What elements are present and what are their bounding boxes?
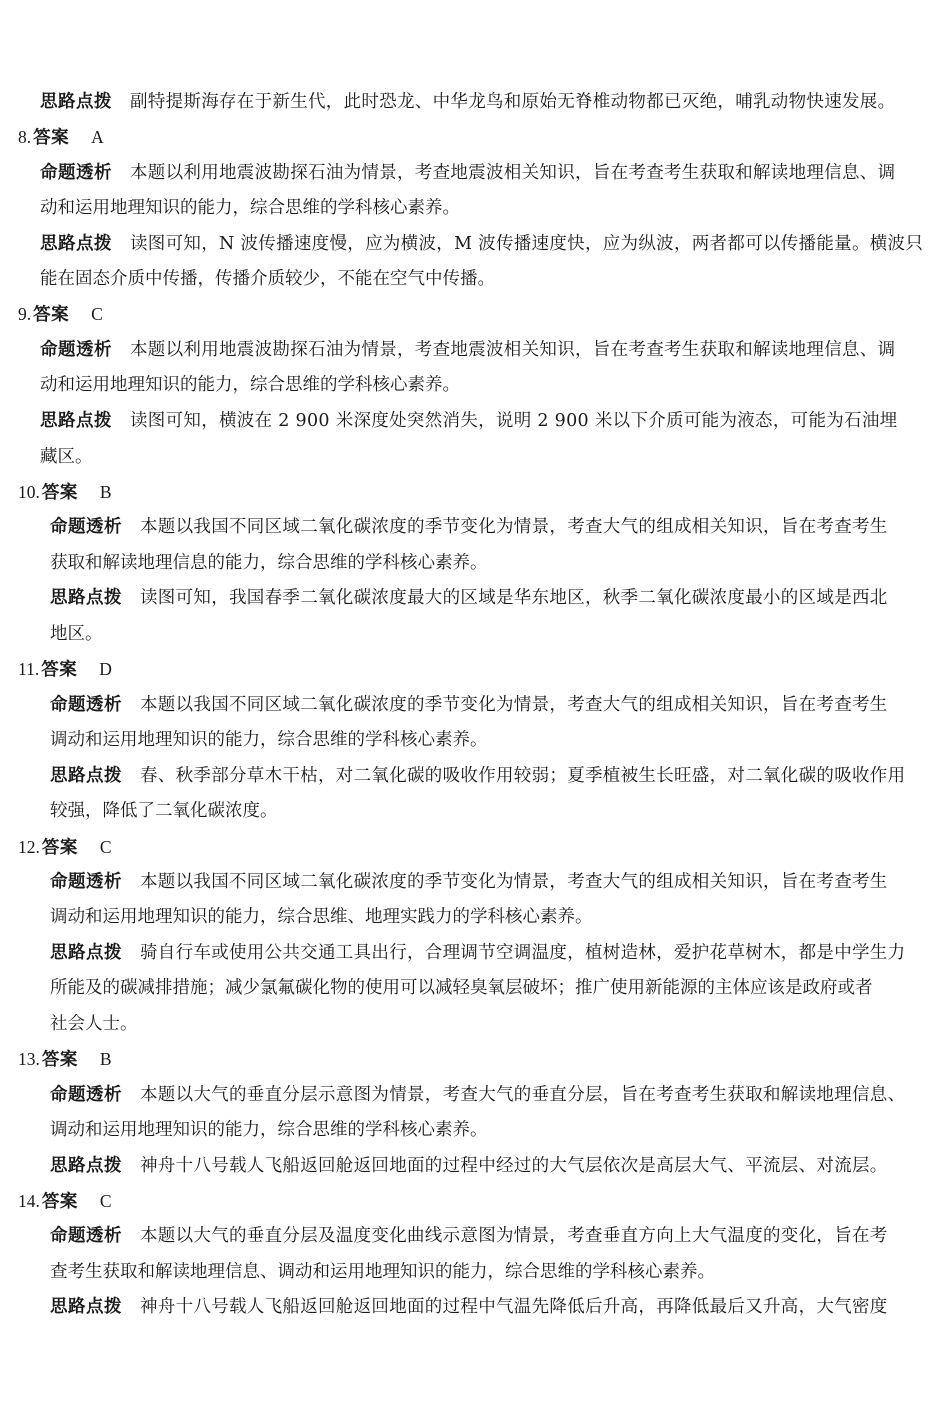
q11-answer-value: D (99, 659, 112, 679)
q11-answer (18, 651, 112, 688)
q12-hint (50, 935, 930, 971)
q9-prop-line1: 本题以利用地震波勘探石油为情景，考查地震波相关知识，旨在考查考生获取和解读地理信息、调 (130, 340, 896, 360)
proposition-label: 命题透析 (40, 163, 112, 183)
q13-number: 13. (18, 1049, 40, 1069)
proposition-label: 命题透析 (50, 1085, 122, 1105)
proposition-label: 命题透析 (50, 695, 122, 715)
q14-answer (18, 1183, 112, 1220)
q10-answer-value: B (99, 482, 112, 502)
q12-hint-line2: 所能及的碳减排措施；减少氯氟碳化物的使用可以减轻臭氧层破坏；推广使用新能源的主体应该是政府或者 (50, 978, 873, 998)
proposition-label: 命题透析 (40, 340, 112, 360)
q12-hint-line1: 骑自行车或使用公共交通工具出行，合理调节空调温度，植树造林，爱护花草树木，都是中学生力 (140, 943, 906, 963)
q10-hint-line1: 读图可知，我国春季二氧化碳浓度最大的区域是华东地区，秋季二氧化碳浓度最小的区域是西北 (140, 588, 888, 608)
q11-prop-line2: 调动和运用地理知识的能力，综合思维的学科核心素养。 (50, 730, 488, 750)
q10-number: 10. (18, 482, 40, 502)
q13-answer-value: B (99, 1049, 112, 1069)
q12-number: 12. (18, 837, 40, 857)
q12-hint-line3: 社会人士。 (50, 1014, 138, 1034)
q14-prop-line1: 本题以大气的垂直分层及温度变化曲线示意图为情景，考查垂直方向上大气温度的变化，旨在考 (140, 1226, 888, 1246)
q13-proposition (50, 1077, 930, 1113)
q12-prop-line1: 本题以我国不同区域二氧化碳浓度的季节变化为情景，考查大气的组成相关知识，旨在考查考生 (140, 872, 888, 892)
answer-label: 答案 (41, 1192, 78, 1212)
q10-hint-line2: 地区。 (50, 624, 103, 644)
q9-answer-value: C (91, 304, 103, 324)
q13-hint (50, 1148, 930, 1184)
hint-label: 思路点拨 (40, 234, 112, 254)
q8-hint-line2: 能在固态介质中传播，传播介质较少，不能在空气中传播。 (40, 269, 495, 289)
q9-hint (40, 403, 930, 439)
proposition-label: 命题透析 (50, 872, 122, 892)
q9-prop-line2: 动和运用地理知识的能力，综合思维的学科核心素养。 (40, 375, 460, 395)
hint-label: 思路点拨 (40, 411, 112, 431)
hint-label: 思路点拨 (50, 766, 122, 786)
q14-proposition (50, 1218, 930, 1254)
q12-answer-value: C (99, 837, 112, 857)
q9-hint-line2: 藏区。 (40, 447, 93, 467)
q8-hint (40, 226, 930, 262)
q9-number: 9. (18, 304, 32, 324)
q10-prop-line2: 获取和解读地理信息的能力，综合思维的学科核心素养。 (50, 553, 488, 573)
hint-label: 思路点拨 (50, 1156, 122, 1176)
q13-prop-line2: 调动和运用地理知识的能力，综合思维的学科核心素养。 (50, 1120, 488, 1140)
hint-label: 思路点拨 (40, 92, 112, 112)
q13-prop-line1: 本题以大气的垂直分层示意图为情景，考查大气的垂直分层，旨在考查考生获取和解读地理信息、 (140, 1085, 906, 1105)
q11-hint-line2: 较强，降低了二氧化碳浓度。 (50, 801, 278, 821)
q14-prop-line2: 查考生获取和解读地理信息、调动和运用地理知识的能力，综合思维的学科核心素养。 (50, 1262, 715, 1282)
q10-proposition (50, 509, 930, 545)
q8-proposition (40, 155, 930, 191)
q10-prop-line1: 本题以我国不同区域二氧化碳浓度的季节变化为情景，考查大气的组成相关知识，旨在考查考生 (140, 517, 888, 537)
q14-answer-value: C (99, 1191, 112, 1211)
q11-proposition (50, 687, 930, 723)
proposition-label: 命题透析 (50, 1226, 122, 1246)
q11-hint (50, 758, 930, 794)
q12-prop-line2: 调动和运用地理知识的能力，综合思维、地理实践力的学科核心素养。 (50, 907, 593, 927)
answer-label: 答案 (41, 838, 78, 858)
answer-label: 答案 (41, 660, 78, 680)
q8-prop-line1: 本题以利用地震波勘探石油为情景，考查地震波相关知识，旨在考查考生获取和解读地理信息、调 (130, 163, 896, 183)
q13-answer (18, 1041, 112, 1078)
hint-label: 思路点拨 (50, 943, 122, 963)
answer-label: 答案 (33, 128, 70, 148)
q9-hint-line1: 读图可知，横波在 2 900 米深度处突然消失，说明 2 900 米以下介质可能为液态，可能为石油埋 (130, 411, 898, 431)
q14-hint-line1: 神舟十八号载人飞船返回舱返回地面的过程中气温先降低后升高，再降低最后又升高，大气密度 (140, 1297, 888, 1317)
q11-prop-line1: 本题以我国不同区域二氧化碳浓度的季节变化为情景，考查大气的组成相关知识，旨在考查考生 (140, 695, 888, 715)
q12-proposition (50, 864, 930, 900)
hint-label: 思路点拨 (50, 1297, 122, 1317)
q7-hint (40, 84, 930, 120)
answer-label: 答案 (41, 1050, 78, 1070)
q8-prop-line2: 动和运用地理知识的能力，综合思维的学科核心素养。 (40, 198, 460, 218)
q11-number: 11. (18, 659, 40, 679)
q9-proposition (40, 332, 930, 368)
q9-answer (18, 296, 103, 333)
answer-label: 答案 (41, 483, 78, 503)
q11-hint-line1: 春、秋季部分草木干枯，对二氧化碳的吸收作用较弱；夏季植被生长旺盛，对二氧化碳的吸收作用 (140, 766, 906, 786)
q8-answer (18, 119, 104, 156)
q13-hint-line1: 神舟十八号载人飞船返回舱返回地面的过程中经过的大气层依次是高层大气、平流层、对流层。 (140, 1156, 888, 1176)
q14-hint (50, 1289, 930, 1325)
proposition-label: 命题透析 (50, 517, 122, 537)
q8-answer-value: A (91, 127, 104, 147)
q8-number: 8. (18, 127, 32, 147)
hint-label: 思路点拨 (50, 588, 122, 608)
q8-hint-line1: 读图可知，N 波传播速度慢，应为横波，M 波传播速度快，应为纵波，两者都可以传播能量。横波只 (130, 234, 924, 254)
q14-number: 14. (18, 1191, 40, 1211)
q12-answer (18, 829, 112, 866)
q7-hint-text: 副特提斯海存在于新生代，此时恐龙、中华龙鸟和原始无脊椎动物都已灭绝，哺乳动物快速发展。 (130, 92, 896, 112)
q10-hint (50, 580, 930, 616)
answer-label: 答案 (33, 305, 70, 325)
q10-answer (18, 474, 112, 511)
